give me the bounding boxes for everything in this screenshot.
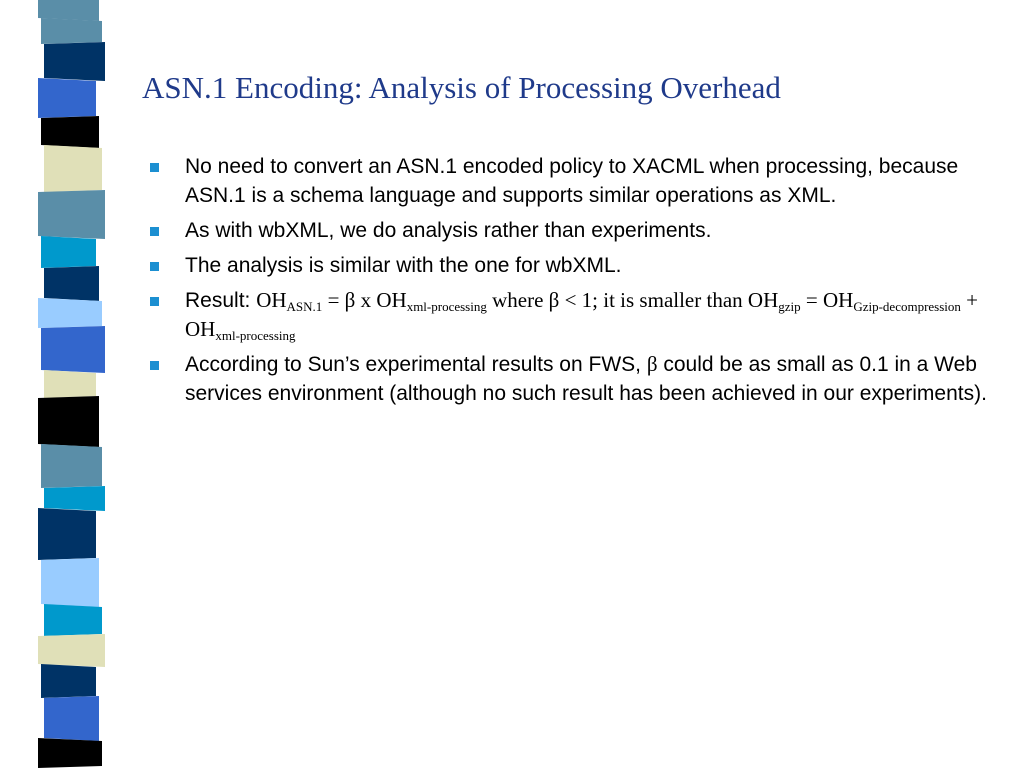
bullet-item: The analysis is similar with the one for wbXML. — [150, 251, 1000, 280]
bullet-item: According to Sun’s experimental results on FWS, β could be as small as 0.1 in a Web services environment (although no such result has been achieved in our experiments). — [150, 350, 1000, 408]
stripe-band — [44, 42, 105, 81]
square-bullet-icon — [150, 163, 159, 172]
stripe-band — [44, 370, 96, 398]
result-formula: $OH_{ASN.1} = \beta$ x $OH_{xml-processing}$ where β < 1; it is smaller than $OH_{gzip} = OH_{Gzip-decompression} + OH_{xml-processing}$ — [185, 288, 979, 343]
stripe-band — [38, 738, 102, 768]
stripe-band — [41, 558, 99, 607]
stripe-graphic — [0, 0, 130, 768]
bullet-item: No need to convert an ASN.1 encoded policy to XACML when processing, because ASN.1 is a schema language and supports similar operations as XML. — [150, 152, 1000, 210]
stripe-band — [44, 604, 102, 636]
stripe-band — [38, 396, 99, 447]
stripe-band — [44, 696, 99, 741]
stripe-band — [38, 0, 99, 21]
stripe-band — [38, 78, 96, 118]
stripe-band — [44, 145, 102, 192]
stripe-band — [38, 298, 102, 328]
stripe-band — [44, 266, 99, 301]
stripe-band — [41, 236, 96, 268]
bullet-item-result — [150, 286, 1000, 344]
square-bullet-icon — [150, 297, 159, 306]
decorative-stripe — [0, 0, 130, 768]
stripe-band — [41, 326, 105, 373]
stripe-band — [41, 18, 102, 44]
bullet-item: As with wbXML, we do analysis rather than experiments. — [150, 216, 1000, 245]
slide-title: ASN.1 Encoding: Analysis of Processing Overhead — [142, 70, 781, 105]
stripe-band — [38, 634, 105, 667]
result-label: Result: — [185, 289, 257, 312]
square-bullet-icon — [150, 262, 159, 271]
square-bullet-icon — [150, 361, 159, 370]
stripe-band — [44, 486, 105, 511]
stripe-band — [41, 116, 99, 148]
stripe-band — [41, 444, 102, 488]
stripe-band — [38, 190, 105, 239]
stripe-band — [41, 664, 96, 698]
stripe-band — [38, 508, 96, 560]
bullet-list — [150, 152, 1000, 414]
square-bullet-icon — [150, 227, 159, 236]
